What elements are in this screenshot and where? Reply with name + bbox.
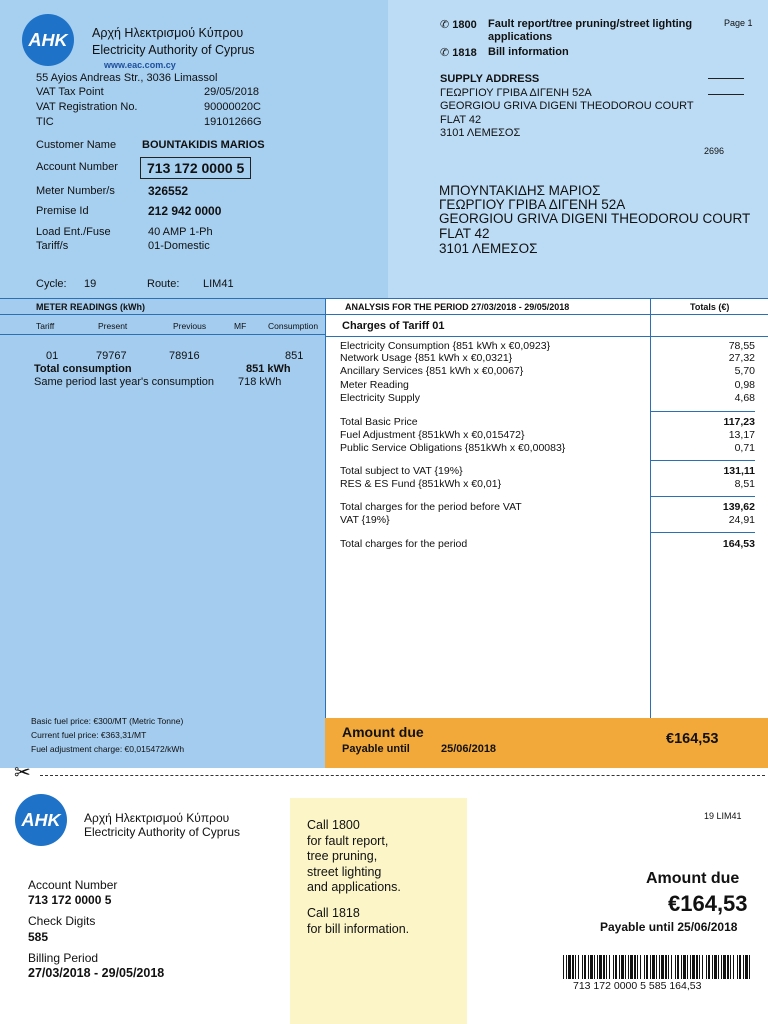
supply-line-4: 3101 ΛΕΜΕΣΟΣ [440,127,521,139]
barcode-bar [681,955,682,979]
meter-row-present: 79767 [96,350,127,362]
meter-row-tariff: 01 [46,350,59,362]
divider [708,94,744,95]
scissors-icon: ✂ [14,762,31,784]
supply-line-2: GEORGIOU GRIVA DIGENI THEODOROU COURT [440,100,694,112]
charge-total-amount: 164,53 [722,538,755,550]
barcode-bar [572,955,574,979]
charge-amount: 0,71 [734,442,755,454]
eac-logo-icon: AΗΚ [22,14,74,66]
meter-header-consumption: Consumption [268,321,319,331]
last-year-label: Same period last year's consumption [34,376,215,388]
premise-id-label: Premise Id [36,205,89,217]
charge-amount: 24,91 [728,514,755,526]
barcode-bar [699,955,700,979]
charge-amount: 8,51 [734,478,755,490]
barcode-bar [613,955,614,979]
meter-number: 326552 [148,184,189,198]
barcode-bar [575,955,576,979]
phone-1800-text-2: applications [488,31,553,43]
supply-code: 2696 [704,146,725,156]
charge-label: VAT {19%} [340,514,390,526]
barcode-bar [568,955,571,979]
vat-tax-point-label: VAT Tax Point [36,86,104,98]
barcode-bar [696,955,698,979]
charge-row [340,379,755,391]
route-label: Route: [147,278,180,290]
barcode-bar [603,955,605,979]
barcode-bar [619,955,620,979]
tariff-charges-title: Charges of Tariff 01 [342,320,445,332]
stub-call-line: street lighting [307,864,382,879]
charge-amount: 5,70 [734,365,755,377]
divider [708,78,744,79]
charge-amount: 4,68 [734,392,755,404]
cut-line [40,775,765,776]
charge-label: Electricity Consumption {851 kWh x €0,0923} [340,340,551,352]
mailing-line-2: ΓΕΩΡΓΙΟΥ ΓΡΙΒΑ ΔΙΓΕΝΗ 52Α [439,197,626,212]
customer-name: BOUNTAKIDIS MARIOS [142,139,265,151]
charge-amount: 78,55 [728,340,755,352]
barcode-bar [582,955,583,979]
barcode-bar [737,955,738,979]
analysis-title: ANALYSIS FOR THE PERIOD 27/03/2018 - 29/05/2018 [345,302,570,312]
barcode-bar [692,955,695,979]
fuel-current: Current fuel price: €363,31/MT [31,730,147,740]
barcode-bar [652,955,655,979]
barcode-bar [702,955,703,979]
barcode-bar [599,955,602,979]
amount-due-value: €164,53 [666,731,719,747]
fuel-adjustment: Fuel adjustment charge: €0,015472/kWh [31,744,185,754]
supply-line-3: FLAT 42 [440,114,482,126]
stub-payable: Payable until 25/06/2018 [600,920,738,934]
stub-amount-label: Amount due [646,870,740,887]
mailing-line-3: GEORGIOU GRIVA DIGENI THEODOROU COURT [439,211,751,226]
barcode-bar [637,955,638,979]
barcode-icon [563,955,753,979]
route-value: LIM41 [203,278,234,290]
charge-row [340,478,755,490]
charge-row [340,442,755,454]
payable-until-date: 25/06/2018 [441,743,497,755]
barcode-bar [563,955,564,979]
totals-header: Totals (€) [690,302,730,312]
barcode-bar [730,955,731,979]
barcode-bar [597,955,598,979]
customer-name-label: Customer Name [36,139,117,151]
meter-row-previous: 78916 [169,350,200,362]
barcode-bar [566,955,567,979]
tariff-value: 01-Domestic [148,240,210,252]
stub-call-line: and applications. [307,880,401,894]
charge-label: Fuel Adjustment {851kWh x €0,015472} [340,429,525,441]
barcode-bar [615,955,617,979]
charge-label: Network Usage {851 kWh x €0,0321} [340,352,513,364]
charge-label: Total subject to VAT {19%} [340,465,463,477]
stub-check: 585 [28,930,49,944]
vat-reg-label: VAT Registration No. [36,101,138,113]
barcode-bar [644,955,645,979]
barcode-bar [727,955,729,979]
barcode-bar [661,955,664,979]
charge-row [340,501,755,513]
mailing-line-5: 3101 ΛΕΜΕΣΟΣ [439,241,538,256]
total-consumption-label: Total consumption [34,363,132,375]
company-website: www.eac.com.cy [104,60,176,70]
barcode-bar [733,955,734,979]
phone-1800-text: Fault report/tree pruning/street lighting [488,18,693,30]
eac-logo-icon: AΗΚ [15,794,67,846]
barcode-bar [590,955,593,979]
stub-company-name-gr: Αρχή Ηλεκτρισμού Κύπρου [84,811,230,825]
charge-row [340,465,755,477]
meter-row-consumption: 851 [285,350,304,362]
barcode-bar [677,955,679,979]
barcode-bar [659,955,660,979]
page-number: Page 1 [724,18,753,28]
barcode-bar [743,955,744,979]
load-label: Load Ent./Fuse [36,226,111,238]
barcode-bar [609,955,610,979]
phone-1818: ✆ 1818 [440,47,477,59]
tic-label: TIC [36,116,54,128]
meter-header-present: Present [98,321,128,331]
barcode-bar [606,955,607,979]
barcode-bar [588,955,589,979]
charge-amount: 139,62 [722,501,755,513]
charge-label: Meter Reading [340,379,409,391]
charge-row [340,416,755,428]
stub-call-line: Call 1818 [307,906,360,920]
barcode-bar [687,955,688,979]
divider [0,298,768,299]
barcode-bar [708,955,710,979]
stub-cycle-route: 19 LIM41 [704,811,742,821]
stub-period: 27/03/2018 - 29/05/2018 [28,966,165,980]
stub-check-label: Check Digits [28,914,96,928]
tic-value: 19101266G [204,116,262,128]
barcode-bar [621,955,624,979]
barcode-bar [721,955,722,979]
barcode-bar [650,955,651,979]
meter-readings-title: METER READINGS (kWh) [36,302,145,312]
charge-total-label: Total charges for the period [340,538,468,550]
mailing-line-1: ΜΠΟΥΝΤΑΚΙΔΗΣ ΜΑΡΙΟΣ [439,183,601,198]
stub-account-label: Account Number [28,878,118,892]
mailing-line-4: FLAT 42 [439,226,490,241]
barcode-bar [683,955,686,979]
barcode-bar [665,955,667,979]
barcode-bar [749,955,750,979]
barcode-bar [634,955,636,979]
charge-label: Public Service Obligations {851kWh x €0,00083} [340,442,566,454]
barcode-bar [690,955,691,979]
supply-address-title: SUPPLY ADDRESS [440,73,540,85]
charge-total-row [340,538,755,550]
stub-period-label: Billing Period [28,951,99,965]
phone-1818-text: Bill information [488,46,569,58]
stub-call-line: for bill information. [307,921,410,936]
last-year-value: 718 kWh [238,376,282,388]
barcode-bar [628,955,629,979]
cycle-label: Cycle: [36,278,67,290]
barcode-bar [712,955,713,979]
divider [650,532,755,533]
charge-label: Ancillary Services {851 kWh x €0,0067} [340,365,524,377]
charge-row [340,514,755,526]
barcode-bar [630,955,633,979]
vat-tax-point-value: 29/05/2018 [204,86,260,98]
divider [325,314,768,315]
charge-row [340,365,755,377]
load-value: 40 AMP 1-Ph [148,226,213,238]
fuel-basic: Basic fuel price: €300/MT (Metric Tonne) [31,716,184,726]
charge-row [340,429,755,441]
barcode-text: 713 172 0000 5 585 164,53 [573,980,702,992]
divider [325,336,768,337]
divider [650,460,755,461]
stub-account: 713 172 0000 5 [28,893,112,907]
barcode-bar [675,955,676,979]
company-name-en: Electricity Authority of Cyprus [92,43,255,57]
stub-call-1818 [307,906,409,937]
tariff-label: Tariff/s [36,240,69,252]
account-number: 713 172 0000 5 [140,157,251,179]
payable-until-label: Payable until [342,743,410,755]
stub-amount: €164,53 [668,891,748,916]
barcode-bar [671,955,672,979]
barcode-bar [723,955,726,979]
charge-row [340,392,755,404]
amount-due-label: Amount due [342,724,424,740]
account-number-label: Account Number [36,161,118,173]
charge-amount: 0,98 [734,379,755,391]
charge-row [340,340,755,352]
barcode-bar [625,955,626,979]
divider [0,334,325,335]
stub-call-line: Call 1800 [307,818,360,832]
barcode-bar [594,955,595,979]
cycle-value: 19 [84,278,97,290]
divider [325,298,326,768]
charge-label: Electricity Supply [340,392,420,404]
barcode-bar [745,955,748,979]
charge-amount: 117,23 [723,416,755,428]
meter-header-previous: Previous [173,321,207,331]
charge-label: Total charges for the period before VAT [340,501,522,513]
charge-amount: 131,11 [723,465,755,477]
divider [650,411,755,412]
barcode-bar [640,955,641,979]
meter-number-label: Meter Number/s [36,185,115,197]
company-name-gr: Αρχή Ηλεκτρισμού Κύπρου [92,26,244,40]
barcode-bar [739,955,741,979]
divider [650,496,755,497]
barcode-bar [646,955,648,979]
vat-reg-value: 90000020C [204,101,261,113]
stub-call-line: tree pruning, [307,849,378,863]
charge-row [340,352,755,364]
barcode-bar [718,955,719,979]
divider [0,314,325,315]
premise-id: 212 942 0000 [148,204,222,218]
barcode-bar [706,955,707,979]
barcode-bar [584,955,586,979]
stub-call-line: for fault report, [307,833,389,848]
total-consumption-value: 851 kWh [246,363,291,375]
charge-label: RES & ES Fund {851kWh x €0,01} [340,478,502,490]
charge-amount: 27,32 [728,352,755,364]
charge-label: Total Basic Price [340,416,418,428]
charge-amount: 13,17 [728,429,755,441]
supply-line-1: ΓΕΩΡΓΙΟΥ ΓΡΙΒΑ ΔΙΓΕΝΗ 52Α [440,87,592,99]
barcode-bar [656,955,657,979]
barcode-bar [578,955,579,979]
meter-header-mf: MF [234,321,247,331]
phone-1800: ✆ 1800 [440,19,477,31]
barcode-bar [668,955,669,979]
barcode-bar [714,955,717,979]
stub-call-1800 [307,818,401,896]
meter-header-tariff: Tariff [36,321,55,331]
company-address: 55 Ayios Andreas Str., 3036 Limassol [36,72,218,84]
stub-company-name-en: Electricity Authority of Cyprus [84,825,241,839]
